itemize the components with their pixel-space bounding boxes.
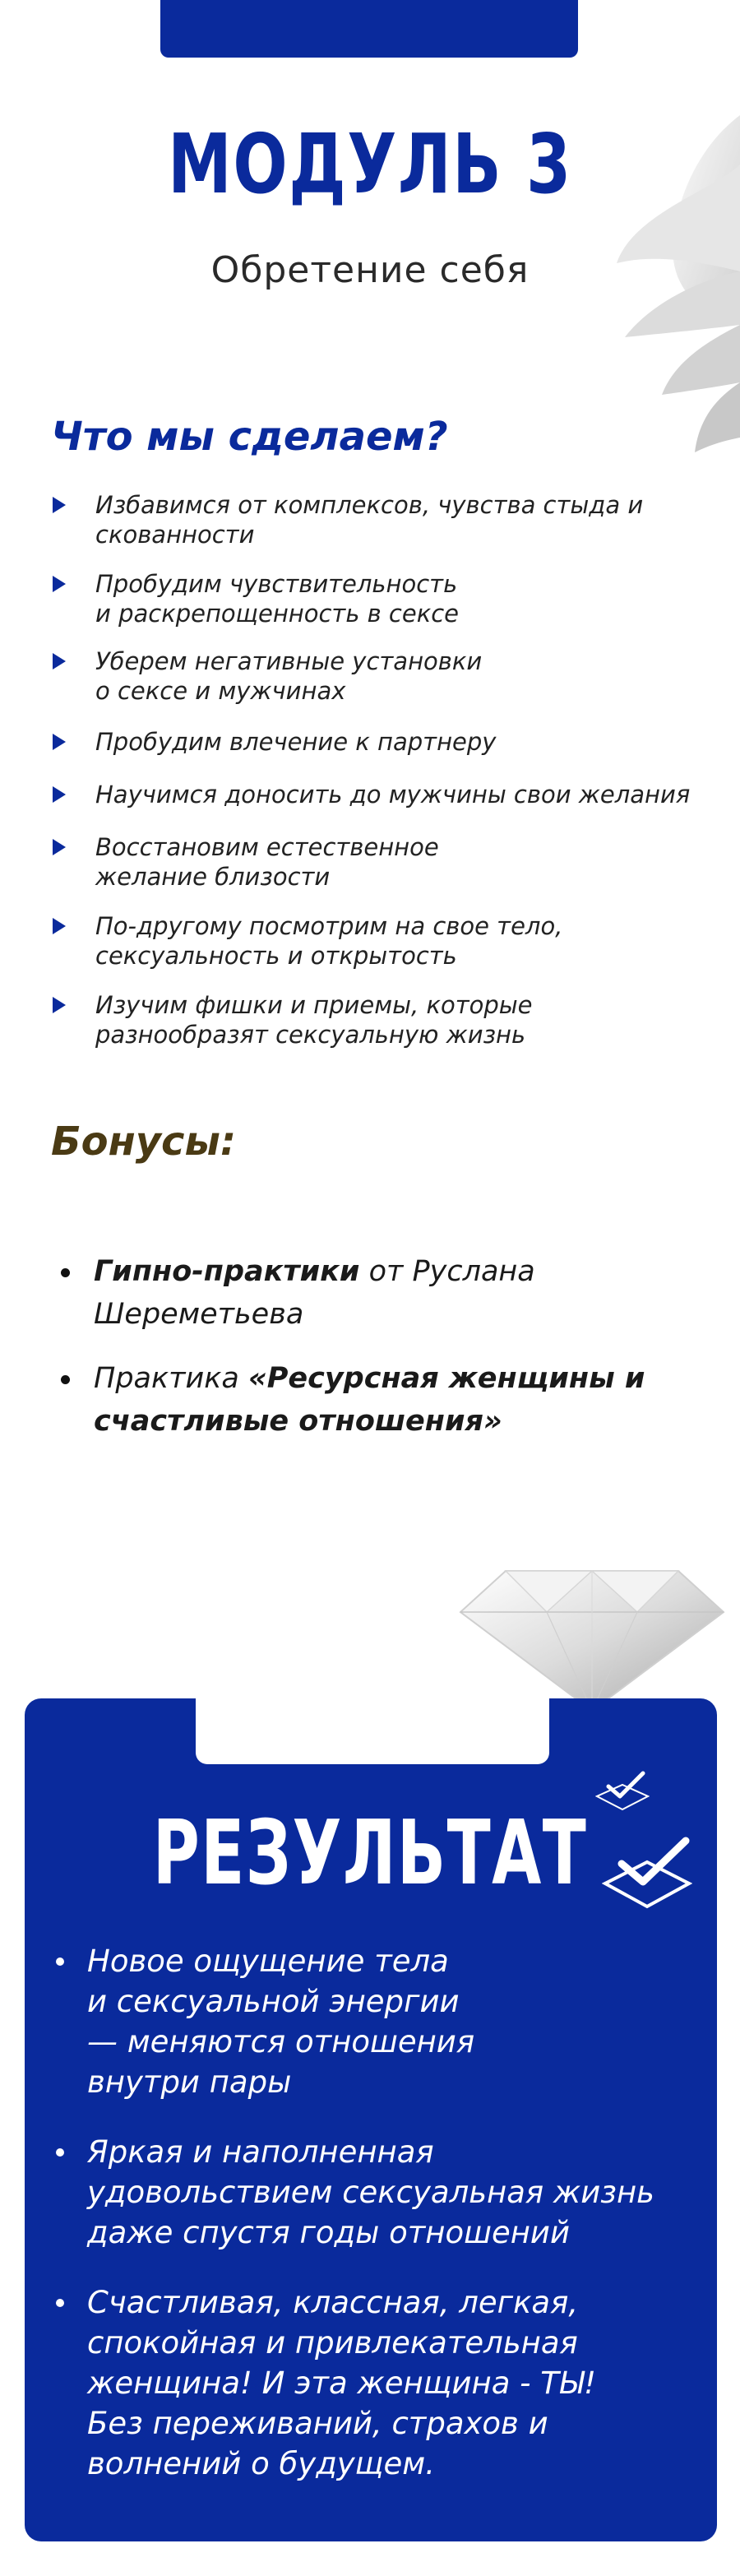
list-item: Научимся доносить до мужчины свои желания xyxy=(51,780,709,809)
bullet-icon xyxy=(56,2148,64,2157)
result-panel-notch xyxy=(196,1690,549,1764)
list-item: Восстановим естественное желание близости xyxy=(51,832,709,892)
goals-list xyxy=(51,490,709,1049)
list-item: По-другому посмотрим на свое тело, сексуальность и открытость xyxy=(51,911,709,971)
list-item: Пробудим чувствительность и раскрепощенность в сексе xyxy=(51,569,709,628)
list-item: Практика «Ресурсная женщины и счастливые отношения» xyxy=(59,1357,684,1443)
bonuses-heading: Бонусы: xyxy=(51,1119,237,1165)
triangle-bullet-icon xyxy=(53,653,66,669)
page-title: МОДУЛЬ 3 xyxy=(168,116,572,212)
checkmark-small-icon xyxy=(595,1768,650,1811)
bonuses-list xyxy=(59,1250,684,1464)
triangle-bullet-icon xyxy=(53,997,66,1013)
list-item: Счастливая, классная, легкая, спокойная и привлекательная женщина! И эта женщина - ТЫ! Без переживаний, страхов и волнений о будущем. xyxy=(49,2282,699,2484)
page-subtitle: Обретение себя xyxy=(210,249,530,291)
list-item: Новое ощущение тела и сексуальной энергии — меняются отношения внутри пары xyxy=(49,1941,699,2102)
triangle-bullet-icon xyxy=(53,734,66,750)
bullet-icon xyxy=(61,1375,70,1384)
bullet-icon xyxy=(56,1957,64,1966)
result-list xyxy=(49,1941,699,2513)
goals-heading: Что мы сделаем? xyxy=(51,414,448,460)
triangle-bullet-icon xyxy=(53,839,66,855)
triangle-bullet-icon xyxy=(53,576,66,592)
diamond-icon xyxy=(456,1546,728,1711)
triangle-bullet-icon xyxy=(53,918,66,934)
bullet-icon xyxy=(61,1268,70,1277)
top-tab-decoration xyxy=(160,0,578,58)
list-item: Избавимся от комплексов, чувства стыда и скованности xyxy=(51,490,709,549)
result-title: РЕЗУЛЬТАТ xyxy=(152,1802,588,1905)
list-item: Гипно-практики от Руслана Шереметьева xyxy=(59,1250,684,1336)
list-item: Пробудим влечение к партнеру xyxy=(51,727,709,757)
triangle-bullet-icon xyxy=(53,786,66,803)
list-item: Изучим фишки и приемы, которые разнообразят сексуальную жизнь xyxy=(51,990,709,1049)
bullet-icon xyxy=(56,2299,64,2307)
triangle-bullet-icon xyxy=(53,497,66,513)
list-item: Уберем негативные установки о сексе и мужчинах xyxy=(51,646,709,706)
list-item: Яркая и наполненная удовольствием сексуальная жизнь даже спустя годы отношений xyxy=(49,2132,699,2253)
